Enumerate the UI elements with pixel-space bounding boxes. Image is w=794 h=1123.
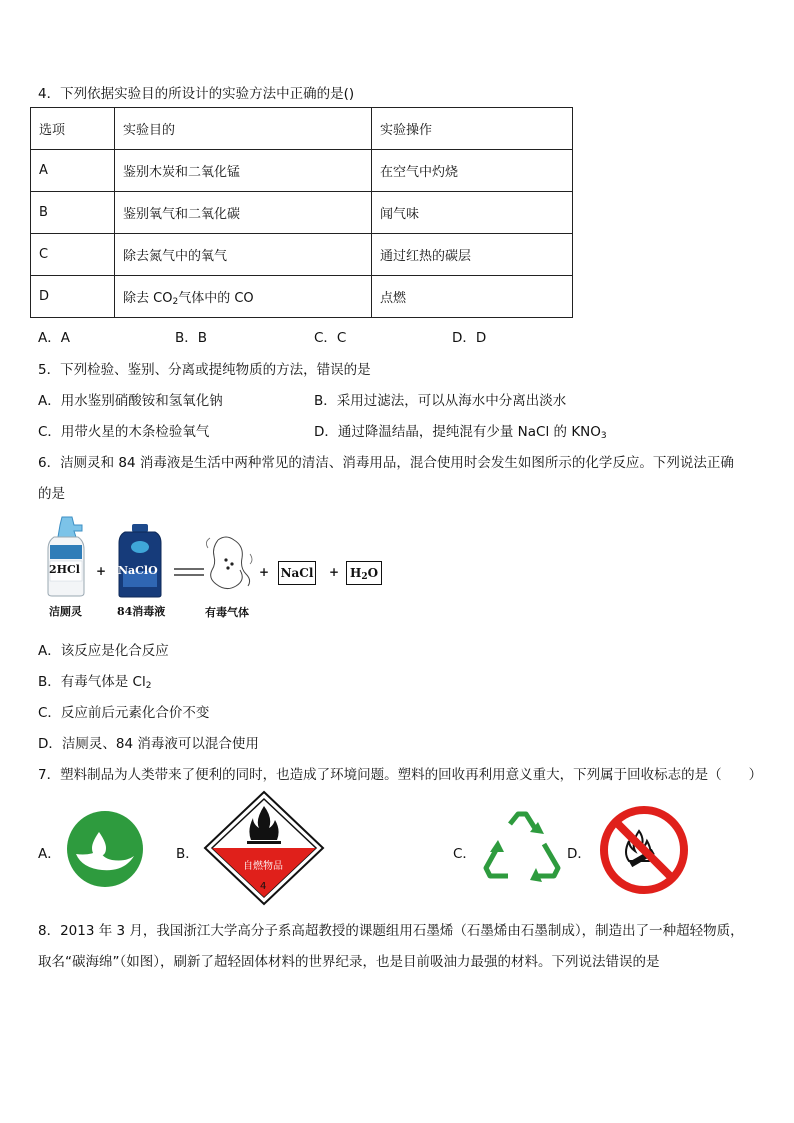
gas-name: 有毒气体	[205, 606, 249, 619]
q4-option-c: C．C	[314, 330, 347, 346]
water-o: O	[367, 566, 379, 580]
table-row	[31, 276, 573, 318]
toilet-cleaner-bottle-icon	[46, 515, 86, 597]
table-header-cell: 选项	[31, 108, 115, 150]
table-header-row	[31, 108, 573, 150]
q4-option-a: A．A	[38, 330, 70, 346]
table-cell: 通过红热的碳层	[372, 234, 573, 276]
q8-stem-line2: 取名“碳海绵”（如图），刷新了超轻固体材料的世界纪录，也是目前吸油力最强的材料。下列说法错误的是	[38, 954, 660, 970]
row-d-purpose-pre: 除去 CO	[123, 290, 173, 306]
q7-label-a: A．	[38, 846, 61, 862]
sign-b-text: 自燃物品	[243, 861, 283, 872]
table-header-cell: 实验操作	[372, 108, 573, 150]
table-row	[31, 234, 573, 276]
q5-option-c: C．用带火星的木条检验氧气	[38, 424, 210, 440]
table-cell: A	[31, 150, 115, 192]
table-cell: 除去氮气中的氧气	[115, 234, 372, 276]
table-cell: 闻气味	[372, 192, 573, 234]
bottle1-name: 洁厕灵	[49, 605, 82, 618]
bottle2-name: 84消毒液	[117, 605, 166, 618]
q5-option-d-text: D．通过降温结晶，提纯混有少量 NaCl 的 KNO	[314, 424, 601, 440]
q6-option-b-text: B．有毒气体是 Cl	[38, 674, 146, 690]
q5-option-d	[314, 420, 607, 441]
q6-option-b-sub: 2	[145, 681, 152, 691]
q6-option-d: D．洁厕灵、84 消毒液可以混合使用	[38, 736, 259, 752]
sign-b-number: 4	[260, 881, 267, 892]
table-cell: D	[31, 276, 115, 318]
table-row	[31, 192, 573, 234]
bottle2-formula: NaClO	[118, 564, 158, 577]
disinfectant-bottle-icon	[117, 523, 163, 598]
q7-label-b: B．	[176, 846, 199, 862]
table-cell: B	[31, 192, 115, 234]
q7-stem: 7．塑料制品为人类带来了便利的同时，也造成了环境问题。塑料的回收再利用意义重大，下列属于回收标志的是（ ）	[38, 767, 763, 783]
q5-stem: 5．下列检验、鉴别、分离或提纯物质的方法，错误的是	[38, 362, 371, 378]
q7-label-d: D．	[567, 846, 591, 862]
q4-table	[30, 107, 573, 318]
plus-sign: +	[259, 565, 270, 579]
plus-sign: +	[329, 565, 340, 579]
table-cell: C	[31, 234, 115, 276]
table-cell: 鉴别木炭和二氧化锰	[115, 150, 372, 192]
no-open-flame-sign-icon	[599, 805, 689, 895]
equals-sign-icon	[174, 567, 204, 577]
row-d-purpose-post: 气体中的 CO	[178, 290, 254, 306]
q6-option-a: A．该反应是化合反应	[38, 643, 169, 659]
q7-label-c: C．	[453, 846, 476, 862]
table-row	[31, 150, 573, 192]
row-d-purpose-sub: 2	[172, 296, 179, 307]
q4-stem: 4．下列依据实验目的所设计的实验方法中正确的是()	[38, 86, 355, 102]
q6-option-c: C．反应前后元素化合价不变	[38, 705, 210, 721]
q8-stem-line1: 8．2013 年 3 月，我国浙江大学高分子系高超教授的课题组用石墨烯（石墨烯由石墨制成），制造出了一种超轻物质，	[38, 923, 744, 939]
q4-option-b: B．B	[175, 330, 208, 346]
water-saving-sign-icon	[66, 810, 144, 888]
recycle-sign-icon	[480, 810, 566, 888]
plus-sign: +	[96, 564, 107, 578]
water-sub: 2	[361, 572, 368, 582]
table-cell: 在空气中灼烧	[372, 150, 573, 192]
q5-option-b: B．采用过滤法，可以从海水中分离出淡水	[314, 393, 567, 409]
water-h: H	[349, 566, 362, 580]
table-header-cell: 实验目的	[115, 108, 372, 150]
table-cell: 点燃	[372, 276, 573, 318]
q6-option-b	[38, 670, 151, 691]
q5-option-d-sub: 3	[600, 431, 607, 441]
q6-stem-line2: 的是	[38, 486, 65, 502]
nacl-box: NaCl	[278, 561, 316, 585]
bottle1-formula: 2HCl	[49, 563, 80, 576]
q6-stem-line1: 6．洁厕灵和 84 消毒液是生活中两种常见的清洁、消毒用品，混合使用时会发生如图所示的化学反应。下列说法正确	[38, 455, 734, 471]
water-box	[346, 561, 382, 585]
table-cell	[115, 276, 372, 318]
toxic-gas-icon	[204, 534, 256, 598]
q5-option-a: A．用水鉴别硝酸铵和氢氧化钠	[38, 393, 223, 409]
q4-option-d: D．D	[452, 330, 487, 346]
table-cell: 鉴别氧气和二氧化碳	[115, 192, 372, 234]
